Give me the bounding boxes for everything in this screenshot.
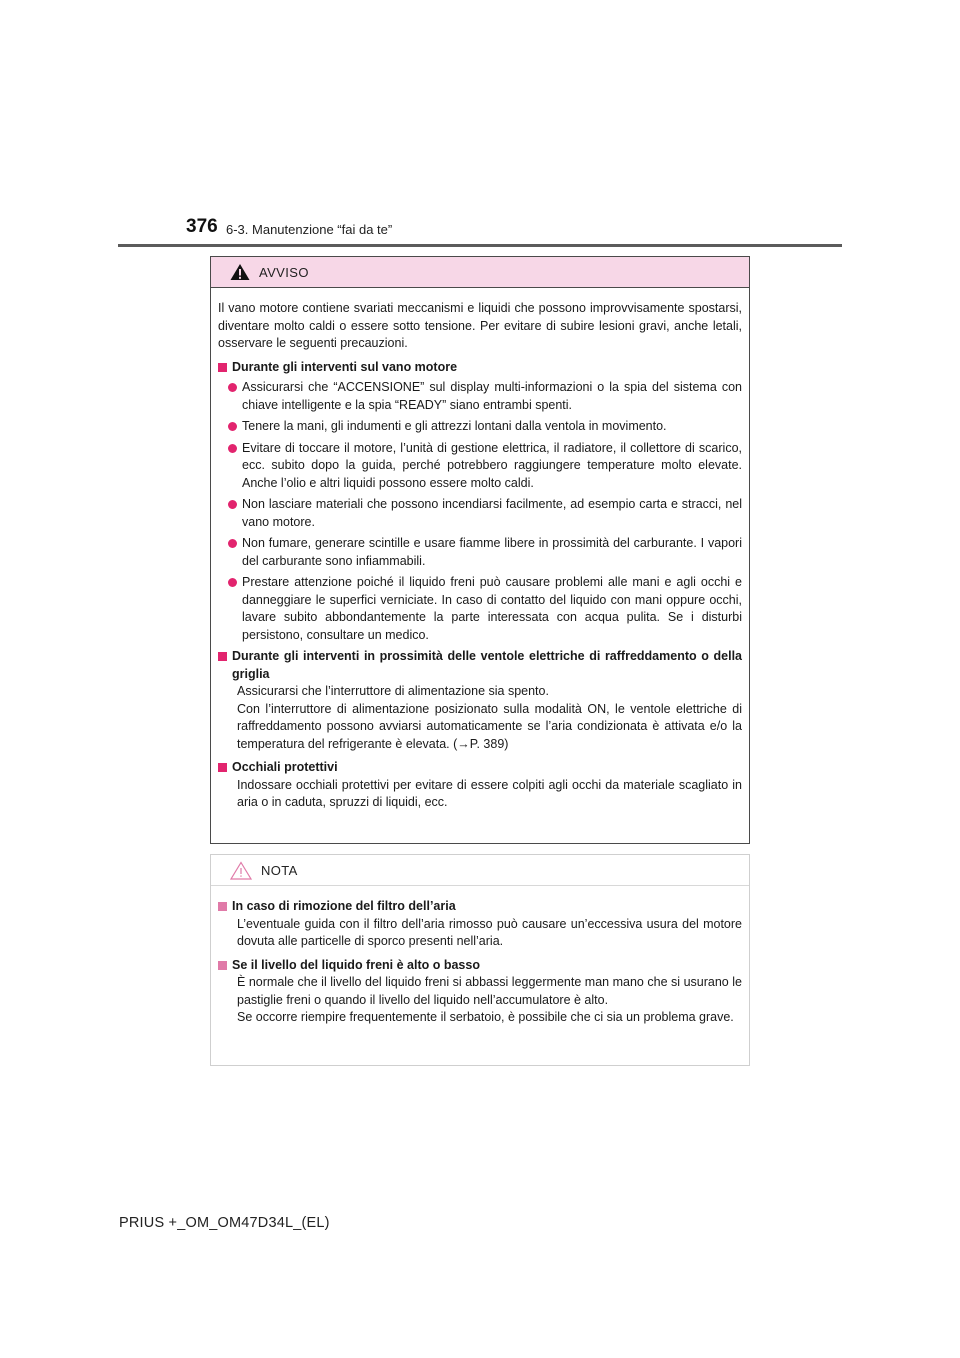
list-item: Non lasciare materiali che possono incendiarsi facilmente, ad esempio carta e stracci, nel vano motore. <box>228 496 742 531</box>
notice-box <box>210 854 750 1066</box>
warning-box <box>210 256 750 844</box>
warning-section-engine-bay <box>218 359 742 645</box>
list-item: Tenere la mani, gli indumenti e gli attrezzi lontani dalla ventola in movimento. <box>228 418 742 436</box>
warning-header <box>211 257 749 288</box>
notice-body <box>211 886 749 1027</box>
section-title: Durante gli interventi in prossimità delle ventole elettriche di raffreddamento o della griglia <box>232 649 742 681</box>
warning-body <box>211 288 749 812</box>
section-bullet <box>218 763 227 772</box>
list-item: Assicurarsi che “ACCENSIONE” sul display multi-informazioni o la spia del sistema con chiave intelligente e la spia “READY” siano entrambi spenti. <box>228 379 742 414</box>
notice-section-brake-fluid <box>218 957 742 1027</box>
bullet <box>228 578 237 587</box>
section-bullet <box>218 652 227 661</box>
notice-title: NOTA <box>261 862 298 878</box>
section-title: In caso di rimozione del filtro dell’aria <box>232 899 456 913</box>
section-title: Se il livello del liquido freni è alto o basso <box>232 957 480 972</box>
document-code: PRIUS +_OM_OM47D34L_(EL) <box>119 1215 330 1231</box>
warning-intro: Il vano motore contiene svariati meccanismi e liquidi che possono improvvisamente spostarsi, diventare molto caldi o essere sotto tensione. Per evitare di subire lesioni gravi, anche letali, osservare le seguenti precauzioni. <box>218 301 742 350</box>
notice-section-air-filter <box>218 898 742 951</box>
header-divider <box>118 244 842 247</box>
warning-title: AVVISO <box>259 264 309 280</box>
bullet <box>228 422 237 431</box>
bullet <box>228 383 237 392</box>
caution-triangle-icon <box>230 861 252 880</box>
paragraph: Se occorre riempire frequentemente il serbatoio, è possibile che ci sia un problema grave. <box>237 1010 734 1024</box>
section-title: 6-3. Manutenzione “fai da te” <box>226 222 393 237</box>
warning-section-goggles <box>218 759 742 812</box>
list-item: Non fumare, generare scintille e usare fiamme libere in prossimità del carburante. I vapori del carburante sono infiammabili. <box>228 535 742 570</box>
page-number: 376 <box>186 216 218 237</box>
bullet <box>228 444 237 453</box>
section-bullet <box>218 961 227 970</box>
list-item: Prestare attenzione poiché il liquido freni può causare problemi alle mani e agli occhi e danneggiare le superfici verniciate. In caso di contatto del liquido con mani oppure occhi, lavare subito abbondantemente la parte interessata con acqua pulita. Se i disturbi persistono, consultare un medico. <box>228 574 742 644</box>
warning-section-cooling-fans <box>218 648 742 753</box>
paragraph: È normale che il livello del liquido freni si abbassi leggermente man mano che si usurano le pastiglie freni o quando il livello del liquido nell’accumulatore è alto. <box>237 975 742 1007</box>
notice-header <box>211 855 749 886</box>
paragraph: Assicurarsi che l’interruttore di alimentazione sia spento. <box>237 684 549 698</box>
bullet <box>228 500 237 509</box>
page-header <box>186 214 846 248</box>
section-bullet <box>218 902 227 911</box>
section-bullet <box>218 363 227 372</box>
bullet <box>228 539 237 548</box>
section-title: Durante gli interventi sul vano motore <box>232 359 458 374</box>
section-title: Occhiali protettivi <box>232 760 338 774</box>
warning-triangle-icon <box>230 263 250 281</box>
paragraph: L’eventuale guida con il filtro dell’aria rimosso può causare un’eccessiva usura del motore dovuta alle particelle di sporco presenti nell’aria. <box>237 916 742 948</box>
paragraph: Indossare occhiali protettivi per evitare di essere colpiti agli occhi da materiale scagliato in aria o in caduta, spruzzi di liquidi, ecc. <box>237 777 742 809</box>
list-item: Evitare di toccare il motore, l’unità di gestione elettrica, il radiatore, il collettore di scarico, ecc. subito dopo la guida, perché potrebbero raggiungere temperature molto elevate. Anche l’olio e altri liquidi possono essere molto caldi. <box>228 440 742 493</box>
paragraph: Con l’interruttore di alimentazione posizionato sulla modalità ON, le ventole elettriche di raffreddamento possono avviarsi automaticamente se l’aria condizionata è attivata e/o la temperatura del refrigerante è elevata. (→P. 389) <box>237 701 742 751</box>
